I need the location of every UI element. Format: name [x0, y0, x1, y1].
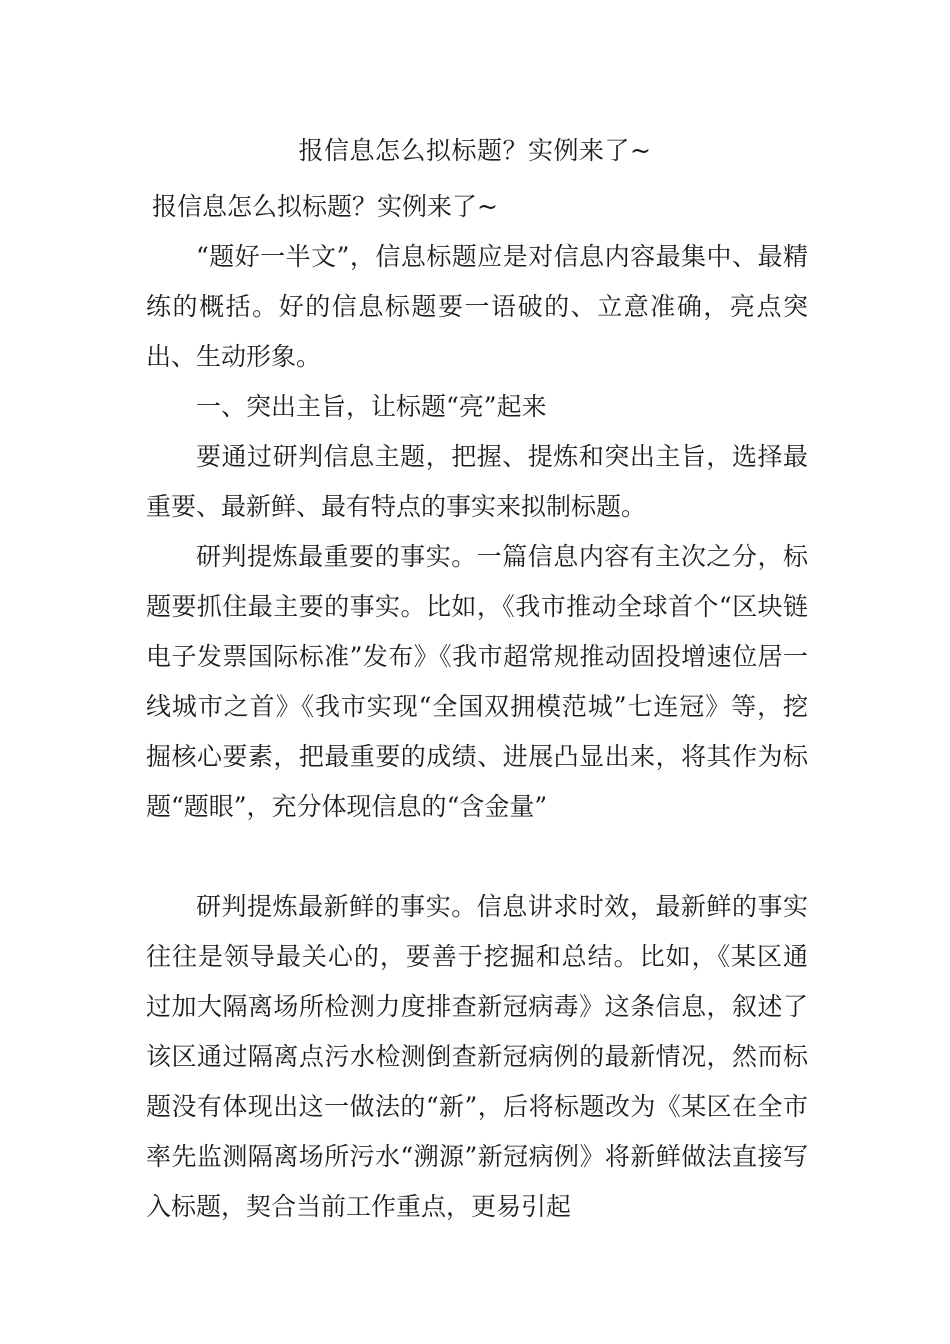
- paragraph-intro: “题好一半文”，信息标题应是对信息内容最集中、最精练的概括。好的信息标题要一语破的、立意准确，亮点突出、生动形象。: [146, 242, 808, 371]
- paragraph-gap: [146, 832, 808, 882]
- paragraph-fresh-facts: 研判提炼最新鲜的事实。信息讲求时效，最新鲜的事实往往是领导最关心的，要善于挖掘和总结。比如，《某区通过加大隔离场所检测力度排查新冠病毒》这条信息，叙述了该区通过隔离点污水检测倒查新冠病例的最新情况，然而标题没有体现出这一做法的“新”，后将标题改为《某区在全市率先监测隔离场所污水“溯源”新冠病例》将新鲜做法直接写入标题，契合当前工作重点，更易引起: [146, 892, 808, 1221]
- paragraph-subtitle: 报信息怎么拟标题？实例来了~: [152, 192, 498, 221]
- paragraph-important-facts: 研判提炼最重要的事实。一篇信息内容有主次之分，标题要抓住最主要的事实。比如，《我市推动全球首个“区块链电子发票国际标准”发布》《我市超常规推动固投增速位居一线城市之首》《我市实现“全国双拥模范城”七连冠》等，挖掘核心要素，把最重要的成绩、进展凸显出来，将其作为标题“题眼”，充分体现信息的“含金量”: [146, 542, 808, 821]
- document-title: 报信息怎么拟标题？实例来了~: [298, 136, 652, 165]
- section-heading: 一、突出主旨，让标题“亮”起来: [196, 392, 547, 421]
- document-body: [146, 182, 808, 1232]
- paragraph-section-intro: 要通过研判信息主题，把握、提炼和突出主旨，选择最重要、最新鲜、最有特点的事实来拟制标题。: [146, 442, 808, 521]
